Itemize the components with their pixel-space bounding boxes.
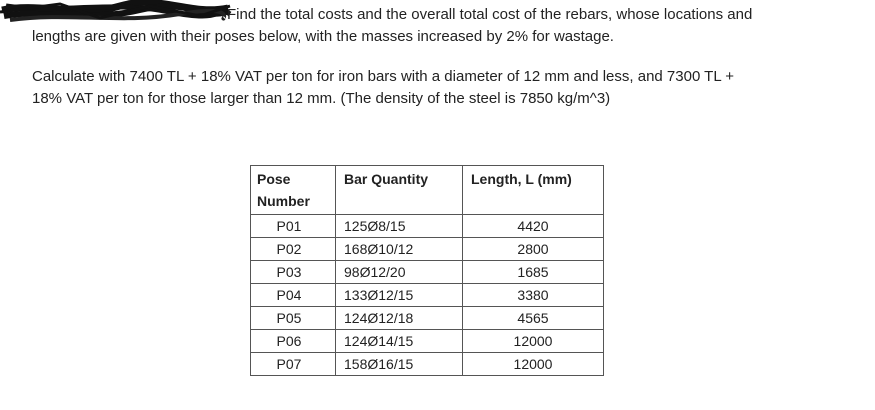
quantity-cell: 124Ø14/15 — [336, 330, 463, 353]
quantity-cell: 125Ø8/15 — [336, 215, 463, 238]
header-bar-quantity: Bar Quantity — [336, 166, 463, 215]
pose-cell: P07 — [251, 353, 336, 376]
table-row — [251, 284, 604, 307]
pose-cell: P04 — [251, 284, 336, 307]
length-cell: 12000 — [463, 353, 604, 376]
rebar-table — [250, 165, 604, 376]
quantity-cell: 133Ø12/15 — [336, 284, 463, 307]
header-length: Length, L (mm) — [463, 166, 604, 215]
table-row — [251, 261, 604, 284]
quantity-cell: 158Ø16/15 — [336, 353, 463, 376]
table-row — [251, 353, 604, 376]
length-cell: 3380 — [463, 284, 604, 307]
length-cell: 4565 — [463, 307, 604, 330]
problem-line-1: Find the total costs and the overall total cost of the rebars, whose locations and — [227, 6, 753, 23]
quantity-cell: 98Ø12/20 — [336, 261, 463, 284]
pricing-line-1: Calculate with 7400 TL + 18% VAT per ton for iron bars with a diameter of 12 mm and less, and 7300 TL + — [32, 68, 735, 85]
pricing-line-2: 18% VAT per ton for those larger than 12 mm. (The density of the steel is 7850 kg/m^3) — [32, 90, 611, 107]
length-cell: 2800 — [463, 238, 604, 261]
length-cell: 4420 — [463, 215, 604, 238]
pose-cell: P02 — [251, 238, 336, 261]
pose-cell: P05 — [251, 307, 336, 330]
problem-line-2: lengths are given with their poses below, with the masses increased by 2% for wastage. — [32, 28, 614, 45]
quantity-cell: 124Ø12/18 — [336, 307, 463, 330]
table-row — [251, 238, 604, 261]
table-row — [251, 330, 604, 353]
problem-statement — [32, 4, 752, 48]
length-cell: 1685 — [463, 261, 604, 284]
pose-cell: P03 — [251, 261, 336, 284]
header-pose-number: Pose Number — [251, 166, 336, 215]
pose-cell: P01 — [251, 215, 336, 238]
table-header-row — [251, 166, 604, 215]
quantity-cell: 168Ø10/12 — [336, 238, 463, 261]
table-row — [251, 215, 604, 238]
pricing-statement — [32, 66, 734, 110]
pose-cell: P06 — [251, 330, 336, 353]
length-cell: 12000 — [463, 330, 604, 353]
table-row — [251, 307, 604, 330]
